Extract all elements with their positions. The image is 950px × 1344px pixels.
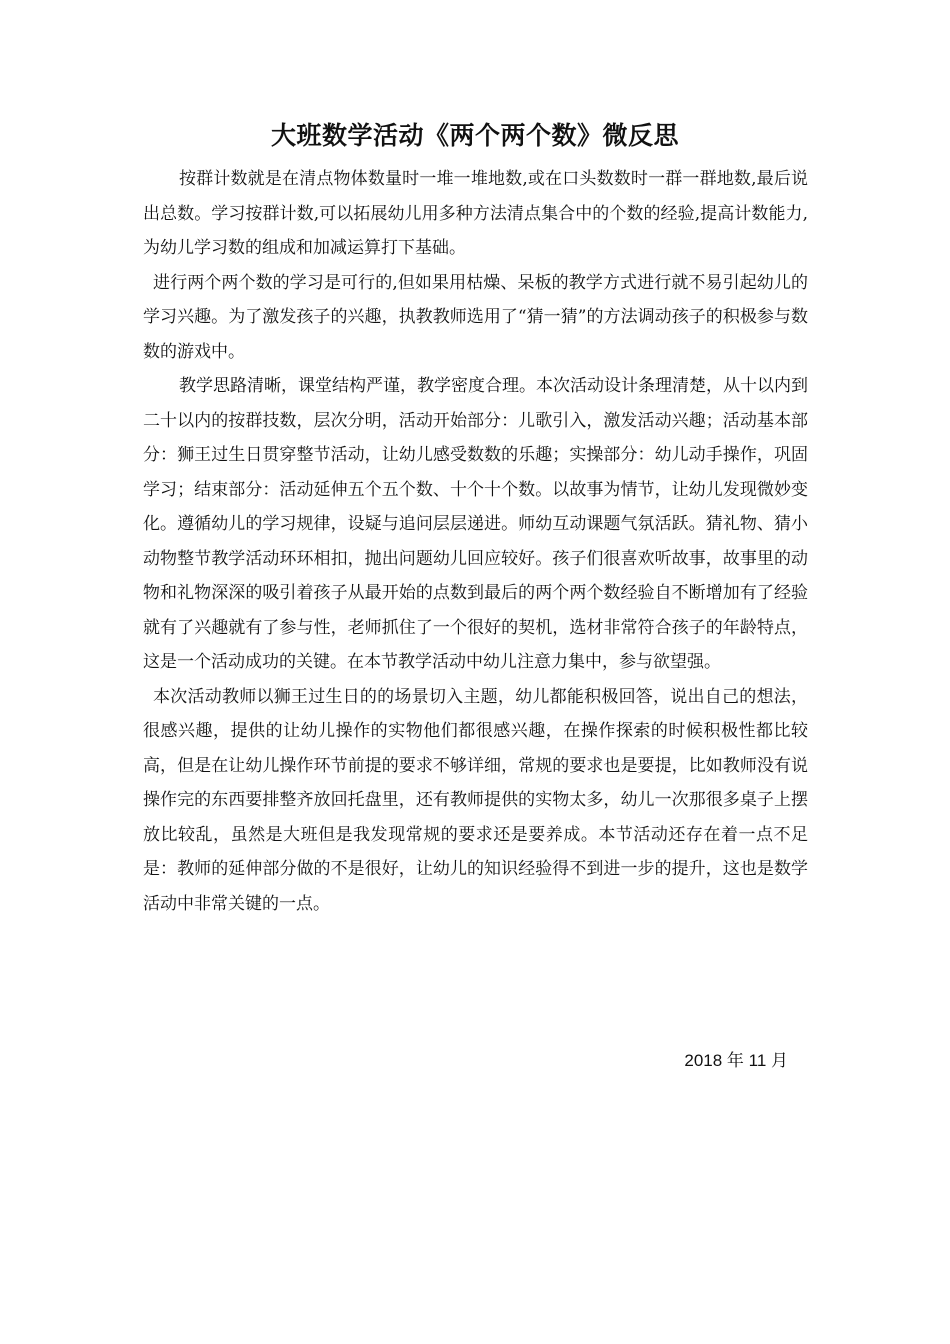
document-body bbox=[143, 162, 808, 921]
document-title: 大班数学活动《两个两个数》微反思 bbox=[270, 121, 679, 150]
paragraph-4: 本次活动教师以狮王过生日的的场景切入主题，幼儿都能积极回答，说出自己的想法，很感兴趣，提供的让幼儿操作的实物他们都很感兴趣，在操作探索的时候积极性都比较高，但是在让幼儿操作环节前提的要求不够详细，常规的要求也是要提，比如教师没有说操作完的东西要排整齐放回托盘里，还有教师提供的实物太多，幼儿一次那很多桌子上摆放比较乱，虽然是大班但是我发现常规的要求还是要养成。本节活动还存在着一点不足是：教师的延伸部分做的不是很好，让幼儿的知识经验得不到进一步的提升，这也是数学活动中非常关键的一点。 bbox=[143, 686, 808, 914]
paragraph-2: 进行两个两个数的学习是可行的,但如果用枯燥、呆板的教学方式进行就不易引起幼儿的学习兴趣。为了激发孩子的兴趣，执教教师选用了“猜一猜”的方法调动孩子的积极参与数数的游戏中。 bbox=[143, 272, 808, 362]
paragraph-1: 按群计数就是在清点物体数量时一堆一堆地数,或在口头数数时一群一群地数,最后说出总数。学习按群计数,可以拓展幼儿用多种方法清点集合中的个数的经验,提高计数能力,为幼儿学习数的组成和加减运算打下基础。 bbox=[143, 169, 808, 258]
document-date: 2018 年 11 月 bbox=[684, 1051, 788, 1070]
paragraph-3: 教学思路清晰，课堂结构严谨，教学密度合理。本次活动设计条理清楚，从十以内到二十以内的按群技数，层次分明，活动开始部分：儿歌引入，激发活动兴趣；活动基本部分：狮王过生日贯穿整节活动，让幼儿感受数数的乐趣；实操部分：幼儿动手操作，巩固学习；结束部分：活动延伸五个五个数、十个十个数。以故事为情节，让幼儿发现微妙变化。遵循幼儿的学习规律，设疑与追问层层递进。师幼互动课题气氛活跃。猜礼物、猜小动物整节教学活动环环相扣，抛出问题幼儿回应较好。孩子们很喜欢听故事，故事里的动物和礼物深深的吸引着孩子从最开始的点数到最后的两个两个数经验自不断增加有了经验就有了兴趣就有了参与性，老师抓住了一个很好的契机，选材非常符合孩子的年龄特点，这是一个活动成功的关键。在本节教学活动中幼儿注意力集中，参与欲望强。 bbox=[143, 376, 808, 672]
